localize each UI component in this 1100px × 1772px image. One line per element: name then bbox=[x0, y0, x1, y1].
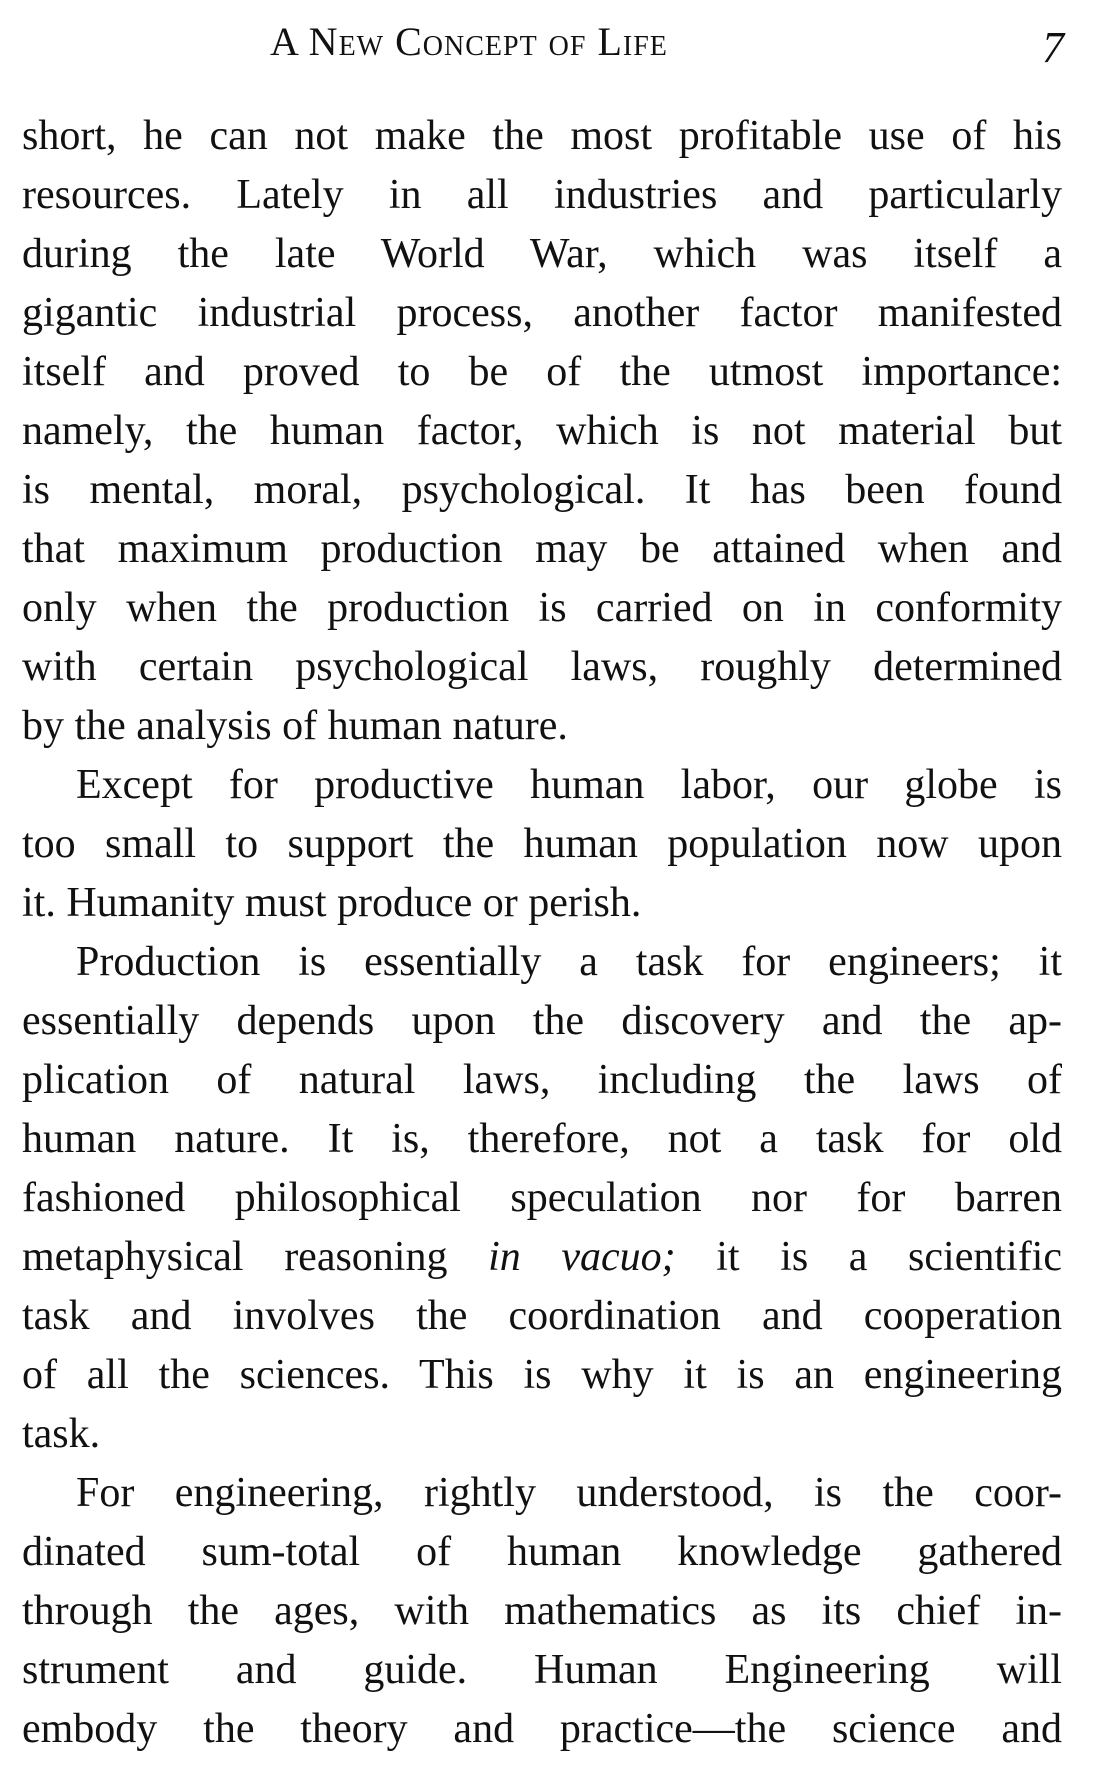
text-line: during the late World War, which was itself a bbox=[22, 231, 1062, 277]
text-line: short, he can not make the most profitable use of his bbox=[22, 113, 1062, 159]
text-line: it. Humanity must produce or perish. bbox=[22, 880, 642, 926]
text-line: with certain psychological laws, roughly determined bbox=[22, 644, 1062, 690]
text-line: itself and proved to be of the utmost importance: bbox=[22, 349, 1062, 395]
body-text bbox=[22, 107, 1062, 1759]
text-line: human nature. It is, therefore, not a task for old bbox=[22, 1116, 1062, 1162]
text-line: fashioned philosophical speculation nor for barren bbox=[22, 1175, 1062, 1221]
paragraph bbox=[22, 1464, 1062, 1759]
text-line: task. bbox=[22, 1411, 101, 1457]
text-segment: it is a scientific bbox=[675, 1234, 1062, 1280]
paragraph bbox=[22, 756, 1062, 933]
text-line: embody the theory and practice—the science and bbox=[22, 1706, 1062, 1752]
text-line: by the analysis of human nature. bbox=[22, 703, 568, 749]
text-line: namely, the human factor, which is not material but bbox=[22, 408, 1062, 454]
text-line-with-italic bbox=[22, 1228, 1062, 1287]
paragraph bbox=[22, 933, 1062, 1464]
italic-phrase: in vacuo; bbox=[488, 1234, 676, 1280]
text-line: Production is essentially a task for engineers; it bbox=[76, 939, 1062, 985]
text-line: Except for productive human labor, our globe is bbox=[76, 762, 1062, 808]
text-line: For engineering, rightly understood, is the coor- bbox=[76, 1470, 1062, 1516]
text-line: gigantic industrial process, another factor manifested bbox=[22, 290, 1062, 336]
text-line: essentially depends upon the discovery and the ap- bbox=[22, 998, 1062, 1044]
text-line: of all the sciences. This is why it is an engineering bbox=[22, 1352, 1062, 1398]
text-line: plication of natural laws, including the laws of bbox=[22, 1057, 1062, 1103]
paragraph bbox=[22, 107, 1062, 756]
page-number: 7 bbox=[1042, 23, 1064, 72]
text-line: only when the production is carried on in conformity bbox=[22, 585, 1062, 631]
text-line: too small to support the human population now upon bbox=[22, 821, 1062, 867]
text-line: is mental, moral, psychological. It has been found bbox=[22, 467, 1062, 513]
text-line: that maximum production may be attained when and bbox=[22, 526, 1062, 572]
running-head bbox=[0, 14, 1100, 74]
text-line: dinated sum-total of human knowledge gathered bbox=[22, 1529, 1062, 1575]
text-segment: metaphysical reasoning bbox=[22, 1234, 489, 1280]
text-line: resources. Lately in all industries and particularly bbox=[22, 172, 1062, 218]
text-line: strument and guide. Human Engineering will bbox=[22, 1647, 1062, 1693]
text-line: through the ages, with mathematics as its chief in- bbox=[22, 1588, 1062, 1634]
text-line: task and involves the coordination and cooperation bbox=[22, 1293, 1062, 1339]
running-head-title: A New Concept of Life bbox=[270, 19, 668, 64]
